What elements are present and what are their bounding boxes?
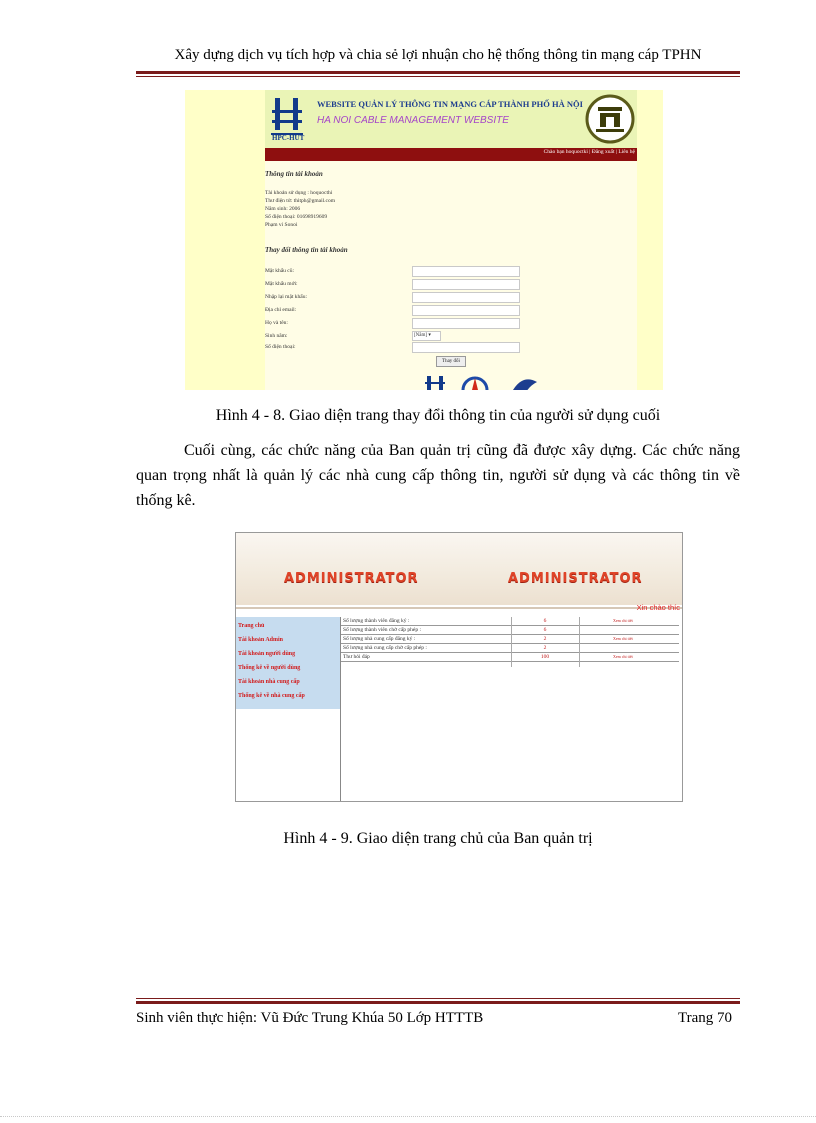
form-label: Địa chỉ email: xyxy=(265,307,297,313)
sidebar-item-admin-account[interactable]: Tài khoản Admin xyxy=(238,637,284,643)
sidebar-item-user-accounts[interactable]: Tài khoản người dùng xyxy=(238,651,296,657)
view-detail-link[interactable]: Xem chi tiết xyxy=(613,618,633,623)
table-row xyxy=(341,653,679,662)
change-info-heading: Thay đổi thông tin tài khoản xyxy=(265,246,348,254)
fullname-input[interactable] xyxy=(412,318,520,329)
view-detail-link[interactable]: Xem chi tiết xyxy=(613,636,633,641)
footer-rule xyxy=(136,1001,740,1004)
table-row xyxy=(341,635,679,644)
stat-value: 100 xyxy=(540,654,550,660)
footer-rule-thin xyxy=(136,998,740,999)
admin-banner-title: ADMINISTRATOR xyxy=(284,571,419,586)
account-info-line: Thư điện tử: thitph@gmail.com xyxy=(265,198,335,204)
page-header-title: Xây dựng dịch vụ tích hợp và chia sẻ lợi nhuận cho hệ thống thông tin mạng cáp TPHN xyxy=(174,47,702,63)
stat-label: Thư hỏi đáp xyxy=(343,654,370,660)
table-column-divider xyxy=(511,617,512,667)
table-row xyxy=(341,626,679,635)
admin-banner xyxy=(236,533,682,605)
admin-banner-title: ADMINISTRATOR xyxy=(508,571,643,586)
account-info-line: Phạm vi Sonoi xyxy=(265,222,298,228)
stat-label: Số lượng thành viên đăng ký : xyxy=(343,618,410,624)
birth-year-select[interactable]: [Năm] ▾ xyxy=(412,331,441,341)
stat-value: 6 xyxy=(543,618,547,624)
body-paragraph-text: Cuối cùng, các chức năng của Ban quản trị cũng đã được xây dựng. Các chức năng quan trọng nhất là quản lý các nhà cung cấp thông tin, người sử dụng và các thông tin về thống kê. xyxy=(136,442,740,509)
hanoi-emblem-icon xyxy=(585,93,635,145)
site-banner xyxy=(265,90,637,148)
greeting-text: Xin chào thíc xyxy=(636,603,680,612)
table-row xyxy=(341,617,679,626)
table-column-divider xyxy=(579,617,580,667)
logo-caption: HPC-HUT xyxy=(272,134,305,142)
figure-caption: Hình 4 - 9. Giao diện trang chủ của Ban quản trị xyxy=(283,830,593,847)
page-bottom-border xyxy=(0,1116,816,1117)
form-label: Số điện thoại: xyxy=(265,344,296,350)
header-rule xyxy=(136,71,740,74)
banner-divider xyxy=(236,607,682,609)
site-subtitle: HA NOI CABLE MANAGEMENT WEBSITE xyxy=(317,115,509,126)
form-label: Họ và tên: xyxy=(265,320,288,326)
stat-value: 6 xyxy=(543,627,547,633)
form-label: Sinh năm: xyxy=(265,333,288,339)
figure-user-profile-screenshot xyxy=(185,90,663,390)
old-password-input[interactable] xyxy=(412,266,520,277)
table-row xyxy=(341,644,679,653)
new-password-input[interactable] xyxy=(412,279,520,290)
account-info-line: Tài khoản sử dụng : hoquocthi xyxy=(265,190,333,196)
site-title: WEBSITE QUẢN LÝ THÔNG TIN MẠNG CÁP THÀNH PHỐ HÀ NỘI xyxy=(317,99,583,109)
admin-sidebar xyxy=(236,617,340,709)
phone-input[interactable] xyxy=(412,342,520,353)
profile-page xyxy=(265,90,637,390)
figure-admin-home-screenshot xyxy=(235,532,683,802)
confirm-password-input[interactable] xyxy=(412,292,520,303)
sidebar-item-home[interactable]: Trang chủ xyxy=(238,623,265,629)
account-info-line: Số điện thoại: 01698919609 xyxy=(265,214,328,220)
sidebar-item-provider-stats[interactable]: Thống kê về nhà cung cấp xyxy=(238,693,305,699)
figure-caption: Hình 4 - 8. Giao diện trang thay đổi thông tin của người sử dụng cuối xyxy=(215,407,661,424)
footer-page-number: Trang 70 xyxy=(678,1010,733,1026)
top-nav-bar xyxy=(265,148,637,161)
form-label: Mật khẩu mới: xyxy=(265,281,298,287)
birth-year-value: [Năm] xyxy=(414,333,428,338)
email-input[interactable] xyxy=(412,305,520,316)
body-paragraph xyxy=(136,438,740,513)
account-info-line: Năm sinh: 2006 xyxy=(265,206,301,212)
stat-label: Số lượng nhà cung cấp chờ cấp phép : xyxy=(343,645,427,651)
sidebar-item-user-stats[interactable]: Thống kê về người dùng xyxy=(238,665,301,671)
partner-logos-icon xyxy=(425,370,565,390)
form-label: Nhập lại mật khẩu: xyxy=(265,294,308,300)
stat-value: 2 xyxy=(543,645,547,651)
form-label: Mật khẩu cũ: xyxy=(265,268,295,274)
stat-value: 2 xyxy=(543,636,547,642)
stat-label: Số lượng nhà cung cấp đăng ký : xyxy=(343,636,416,642)
footer-student: Sinh viên thực hiện: Vũ Đức Trung Khúa 50 Lớp HTTTB xyxy=(136,1010,484,1026)
view-detail-link[interactable]: Xem chi tiết xyxy=(613,654,633,659)
account-info-heading: Thông tin tài khoản xyxy=(265,170,323,178)
change-info-button[interactable]: Thay đổi xyxy=(436,356,466,367)
top-nav-links[interactable]: Chào bạn hoquoctki | Đăng xuất | Liên hệ xyxy=(543,149,635,155)
sidebar-item-provider-accounts[interactable]: Tài khoản nhà cung cấp xyxy=(238,679,300,685)
header-rule-thin xyxy=(136,76,740,77)
stat-label: Số lượng thành viên chờ cấp phép : xyxy=(343,627,421,633)
